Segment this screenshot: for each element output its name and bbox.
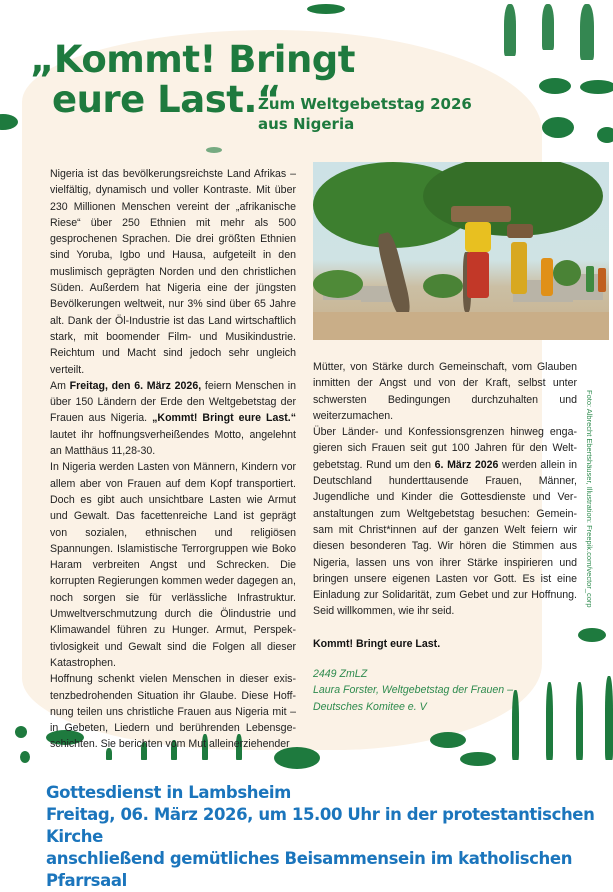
title-line-2: eure Last.“ — [52, 78, 281, 121]
event-info-footer — [46, 782, 613, 892]
paragraph-engagement — [313, 424, 577, 620]
firewood-bundle — [451, 206, 511, 222]
title-line-1: „Kommt! Bringt — [30, 38, 355, 81]
person-figure — [467, 252, 489, 298]
brush-dash-decoration — [597, 127, 613, 143]
brush-stroke-decoration — [576, 682, 583, 760]
page-subtitle — [258, 94, 472, 134]
signature-code: 2449 ZmLZ — [313, 668, 368, 681]
brush-stroke-decoration — [580, 4, 594, 60]
text-span: werden allein in Deutschland hunderttausende Frauen, Männer, Jugendliche und Kinder die Gottesdienste und Veranstaltungen zum Weltgebetstag besuchen: Gemeinsam mit Christ*innen auf der ganzen Welt feiern wir diesen besonderen Tag. Wir hören die Stimmen aus Nigeria, lassen uns von ihrer Stärke inspirieren und bringen unsere eigenen Lasten vor Gott. Es ist eine Einladung zur Solidarität, zum Gebet und zur Hoffnung. Seid willkommen, wie ihr seid. — [313, 458, 577, 618]
brush-dash-decoration — [206, 147, 222, 153]
footer-datetime: Freitag, 06. März 2026, um 15.00 Uhr in der protestantischen Kirche — [46, 805, 595, 846]
signature-block — [313, 666, 577, 715]
person-figure — [465, 222, 491, 252]
brush-stroke-decoration — [605, 676, 613, 760]
subtitle-line-2: aus Nigeria — [258, 115, 355, 133]
brush-dash-decoration — [460, 752, 496, 766]
motto-bold: „Kommt! Bringt eure Last.“ — [152, 412, 296, 425]
photo-credit: Foto: Albrecht Ebertshäuser, Illustration: Freepik.com/vector_corp — [585, 390, 594, 608]
signature-author: Laura Forster, Weltgebetstag der Frauen – — [313, 684, 514, 697]
text-span: feiern Menschen in über 150 Ländern der Erde den Weltgebetstag der Frauen aus Nigeria. — [50, 379, 297, 425]
brush-dash-decoration — [539, 78, 571, 94]
tree-canopy — [553, 260, 581, 286]
footer-location: Gottesdienst in Lambsheim — [46, 783, 291, 802]
firewood-bundle — [507, 224, 533, 238]
person-figure — [541, 258, 553, 296]
article-left-column — [50, 166, 296, 753]
brush-dash-decoration — [0, 114, 18, 130]
article-photo — [313, 162, 609, 340]
brush-dash-decoration — [430, 732, 466, 748]
brush-dot-decoration — [15, 726, 27, 738]
brush-stroke-decoration — [542, 4, 554, 50]
brush-dash-decoration — [542, 117, 574, 138]
text-span: Über Länder- und Konfessionsgrenzen hinweg engagieren sich Frauen seit gut 100 Jahren für den Weltgebetstag. Rund um den — [313, 426, 577, 471]
brush-dash-decoration — [578, 628, 606, 642]
text-span: Am — [50, 379, 70, 392]
paragraph-burdens: In Nigeria werden Lasten von Männern, Kindern vor allem aber von Frauen auf dem Kopf transportiert. Doch es gibt auch unsichtbare Lasten wie Armut und Gewalt. Das facettenreiche Land ist geprägt von sozialen, ethnischen und religiösen Spannungen. Islamistische Terrorgruppen wie Boko Haram verbreiten Angst und Schrecken. Die korrupten Regierungen kommen weder dagegen an, noch sorgen sie für verlässliche Infrastruktur. Umweltverschmutzung durch die Ölindustrie und Klimawandel führen zu Hunger. Armut, Perspektivlosigkeit und Gewalt sind die Folgen all dieser Katastrophen. — [50, 461, 296, 669]
closing-motto: Kommt! Bringt eure Last. — [313, 637, 441, 650]
person-figure — [598, 268, 606, 292]
brush-dot-decoration — [20, 751, 30, 763]
event-date-bold: Freitag, den 6. März 2026, — [69, 379, 202, 392]
brush-dash-decoration — [307, 4, 345, 14]
paragraph-mothers: Mütter, von Stärke durch Gemeinschaft, vom Glauben inmitten der Angst und von der Kraft, selbst unter schwersten Bedingungen durchzuhalten und weiterzumachen. — [313, 361, 577, 422]
footer-followup: anschließend gemütliches Beisammensein im katholischen Pfarrsaal — [46, 849, 573, 890]
brush-dash-decoration — [580, 80, 613, 94]
brush-stroke-decoration — [504, 4, 516, 56]
paragraph-date — [50, 378, 296, 459]
subtitle-line-1: Zum Weltgebetstag 2026 — [258, 95, 472, 113]
tree-canopy — [313, 270, 363, 298]
dirt-path — [313, 312, 609, 340]
person-figure — [586, 266, 594, 292]
person-figure — [511, 242, 527, 294]
tree-canopy — [423, 274, 463, 298]
paragraph-hope: Hoffnung schenkt vielen Menschen in dieser existenzbedrohenden Situation ihr Glaube. Diese Hoffnung teilen uns christliche Frauen aus Nigeria mit – in Gebeten, Liedern und berührenden Lebensgeschichten. Sie berichten vom Mut alleinerziehender — [50, 673, 296, 751]
article-right-column — [313, 359, 577, 715]
event-date-bold: 6. März 2026 — [434, 458, 499, 471]
signature-organization: Deutsches Komitee e. V — [313, 700, 427, 713]
paragraph-intro: Nigeria ist das bevölkerungsreichste Land Afrikas – vielfältig, dynamisch und voller Kontraste. Mit über 230 Millionen Menschen vereint der „afrikanische Riese“ über 250 Ethnien mit mehr als 500 gesprochenen Sprachen. Die drei größten Ethnien sind Yoruba, Igbo und Hausa, aufgeteilt in den muslimisch geprägten Norden und den christlichen Süden. Außerdem hat Nigeria eine der jüngsten Bevölkerungen weltweit, nur 3% sind über 65 Jahre alt. Dank der Öl-Industrie ist das Land wirtschaftlich stark, mit boomender Film- und Musikindustrie. Reichtum und Macht sind jedoch sehr ungleich verteilt. — [50, 168, 296, 376]
text-span: lautet ihr hoffnungsverheißendes Motto, angelehnt an Matthäus 11,28-30. — [50, 428, 296, 458]
